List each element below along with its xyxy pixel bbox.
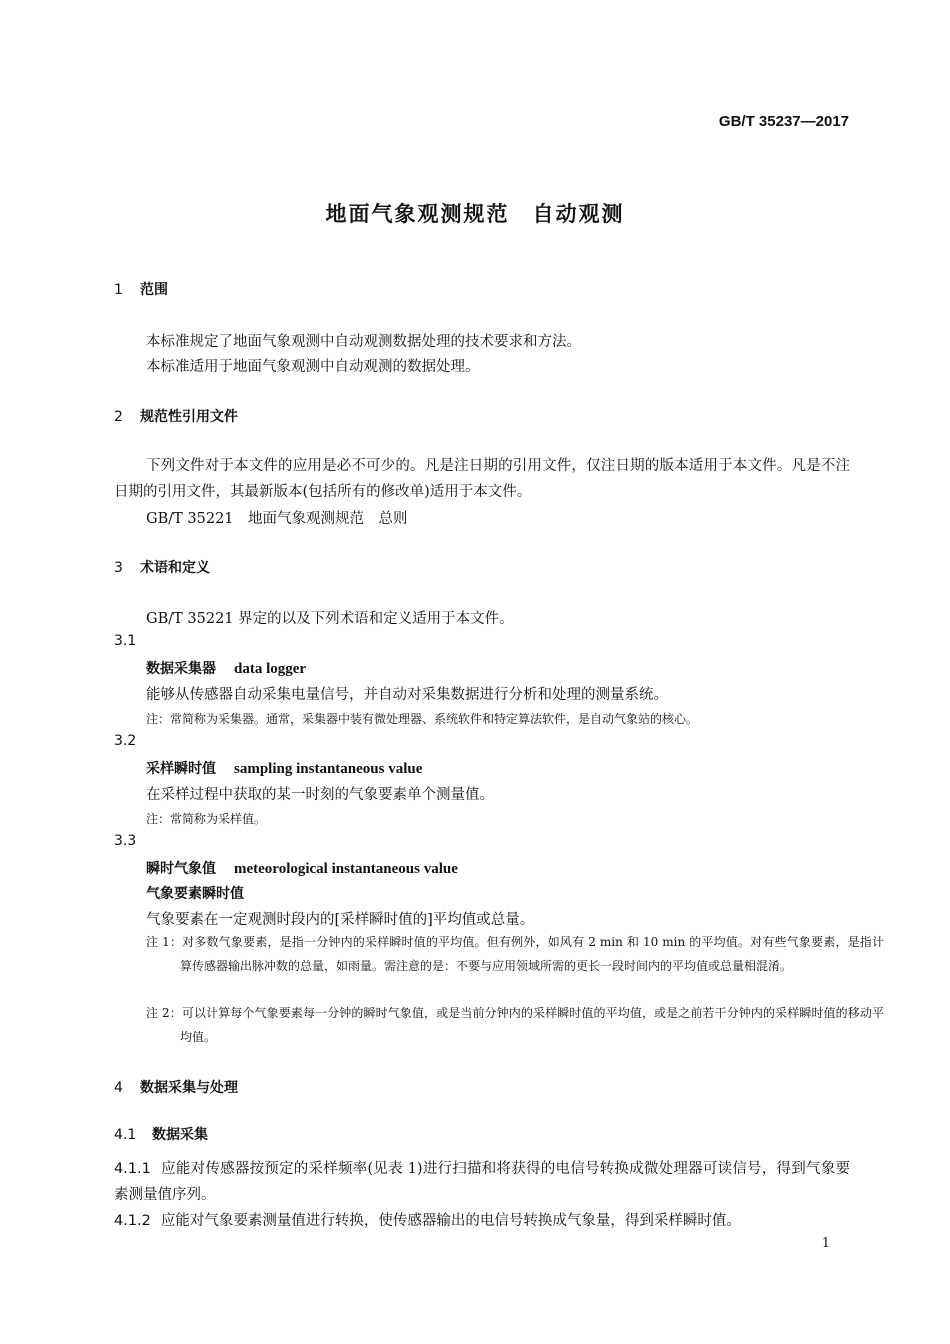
- section-number: 2: [114, 409, 123, 425]
- clause-4-1-1: [114, 1156, 850, 1208]
- document-title: 地面气象观测规范 自动观测: [325, 202, 625, 226]
- term-number: 3.2: [114, 733, 137, 749]
- note: 注 2：可以计算每个气象要素每一分钟的瞬时气象值，或是当前分钟内的采样瞬时值的平均值，或是之前若干分钟内的采样瞬时值的移动平均值。: [146, 1006, 884, 1044]
- normative-reference: GB/T 35221 地面气象观测规范 总则: [146, 511, 408, 527]
- term-heading: [146, 758, 422, 778]
- term-english: meteorological instantaneous value: [234, 861, 458, 877]
- term-number: 3.3: [114, 833, 137, 849]
- term-chinese: 瞬时气象值: [146, 861, 216, 877]
- section-title: 范围: [140, 282, 168, 298]
- clause-text: 应能对传感器按预定的采样频率(见表 1)进行扫描和将获得的电信号转换成微处理器可读信号，得到气象要素测量值序列。: [114, 1161, 850, 1203]
- section-1-heading: [114, 279, 168, 299]
- section-2-heading: [114, 406, 238, 426]
- section-title: 术语和定义: [140, 560, 210, 576]
- term-heading: [146, 858, 458, 878]
- paragraph: 本标准适用于地面气象观测中自动观测的数据处理。: [146, 359, 480, 375]
- term-english: sampling instantaneous value: [234, 761, 423, 777]
- term-definition: 在采样过程中获取的某一时刻的气象要素单个测量值。: [146, 787, 494, 803]
- paragraph: GB/T 35221 界定的以及下列术语和定义适用于本文件。: [146, 611, 514, 627]
- term-chinese: 采样瞬时值: [146, 761, 216, 777]
- section-3-heading: [114, 557, 210, 577]
- section-4-heading: [114, 1077, 238, 1097]
- term-alternative: 气象要素瞬时值: [146, 886, 244, 902]
- term-definition: 能够从传感器自动采集电量信号，并自动对采集数据进行分析和处理的测量系统。: [146, 687, 668, 703]
- section-title: 规范性引用文件: [140, 409, 238, 425]
- section-number: 1: [114, 282, 123, 298]
- term-heading: [146, 658, 306, 678]
- subsection-title: 数据采集: [152, 1127, 208, 1143]
- standard-number: GB/T 35237—2017: [718, 113, 849, 130]
- term-definition: 气象要素在一定观测时段内的[采样瞬时值的]平均值或总量。: [146, 912, 535, 928]
- clause-text: 应能对气象要素测量值进行转换，使传感器输出的电信号转换成气象量，得到采样瞬时值。: [160, 1213, 741, 1229]
- term-chinese: 数据采集器: [146, 661, 216, 677]
- term-number: 3.1: [114, 633, 137, 649]
- note: 注 1：对多数气象要素，是指一分钟内的采样瞬时值的平均值。但有例外，如风有 2 min 和 10 min 的平均值。对有些气象要素，是指计算传感器输出脉冲数的总量，如雨量。需注意的是：不要与应用领域所需的更长一段时间内的平均值或总量相混淆。: [146, 935, 884, 973]
- paragraph: 下列文件对于本文件的应用是必不可少的。凡是注日期的引用文件，仅注日期的版本适用于本文件。凡是不注日期的引用文件，其最新版本(包括所有的修改单)适用于本文件。: [114, 458, 850, 500]
- section-number: 3: [114, 560, 123, 576]
- paragraph: 本标准规定了地面气象观测中自动观测数据处理的技术要求和方法。: [146, 334, 581, 350]
- page-number: 1: [821, 1236, 830, 1251]
- subsection-number: 4.1: [114, 1127, 137, 1143]
- section-title: 数据采集与处理: [140, 1080, 238, 1096]
- term-english: data logger: [234, 661, 307, 677]
- section-number: 4: [114, 1080, 123, 1096]
- clause-4-1-2: [114, 1208, 850, 1234]
- clause-number: 4.1.1: [114, 1161, 151, 1177]
- clause-number: 4.1.2: [114, 1213, 151, 1229]
- note: 注：常简称为采集器。通常，采集器中装有微处理器、系统软件和特定算法软件，是自动气象站的核心。: [146, 712, 699, 726]
- note: 注：常简称为采样值。: [146, 812, 267, 826]
- subsection-4-1-heading: [114, 1124, 208, 1144]
